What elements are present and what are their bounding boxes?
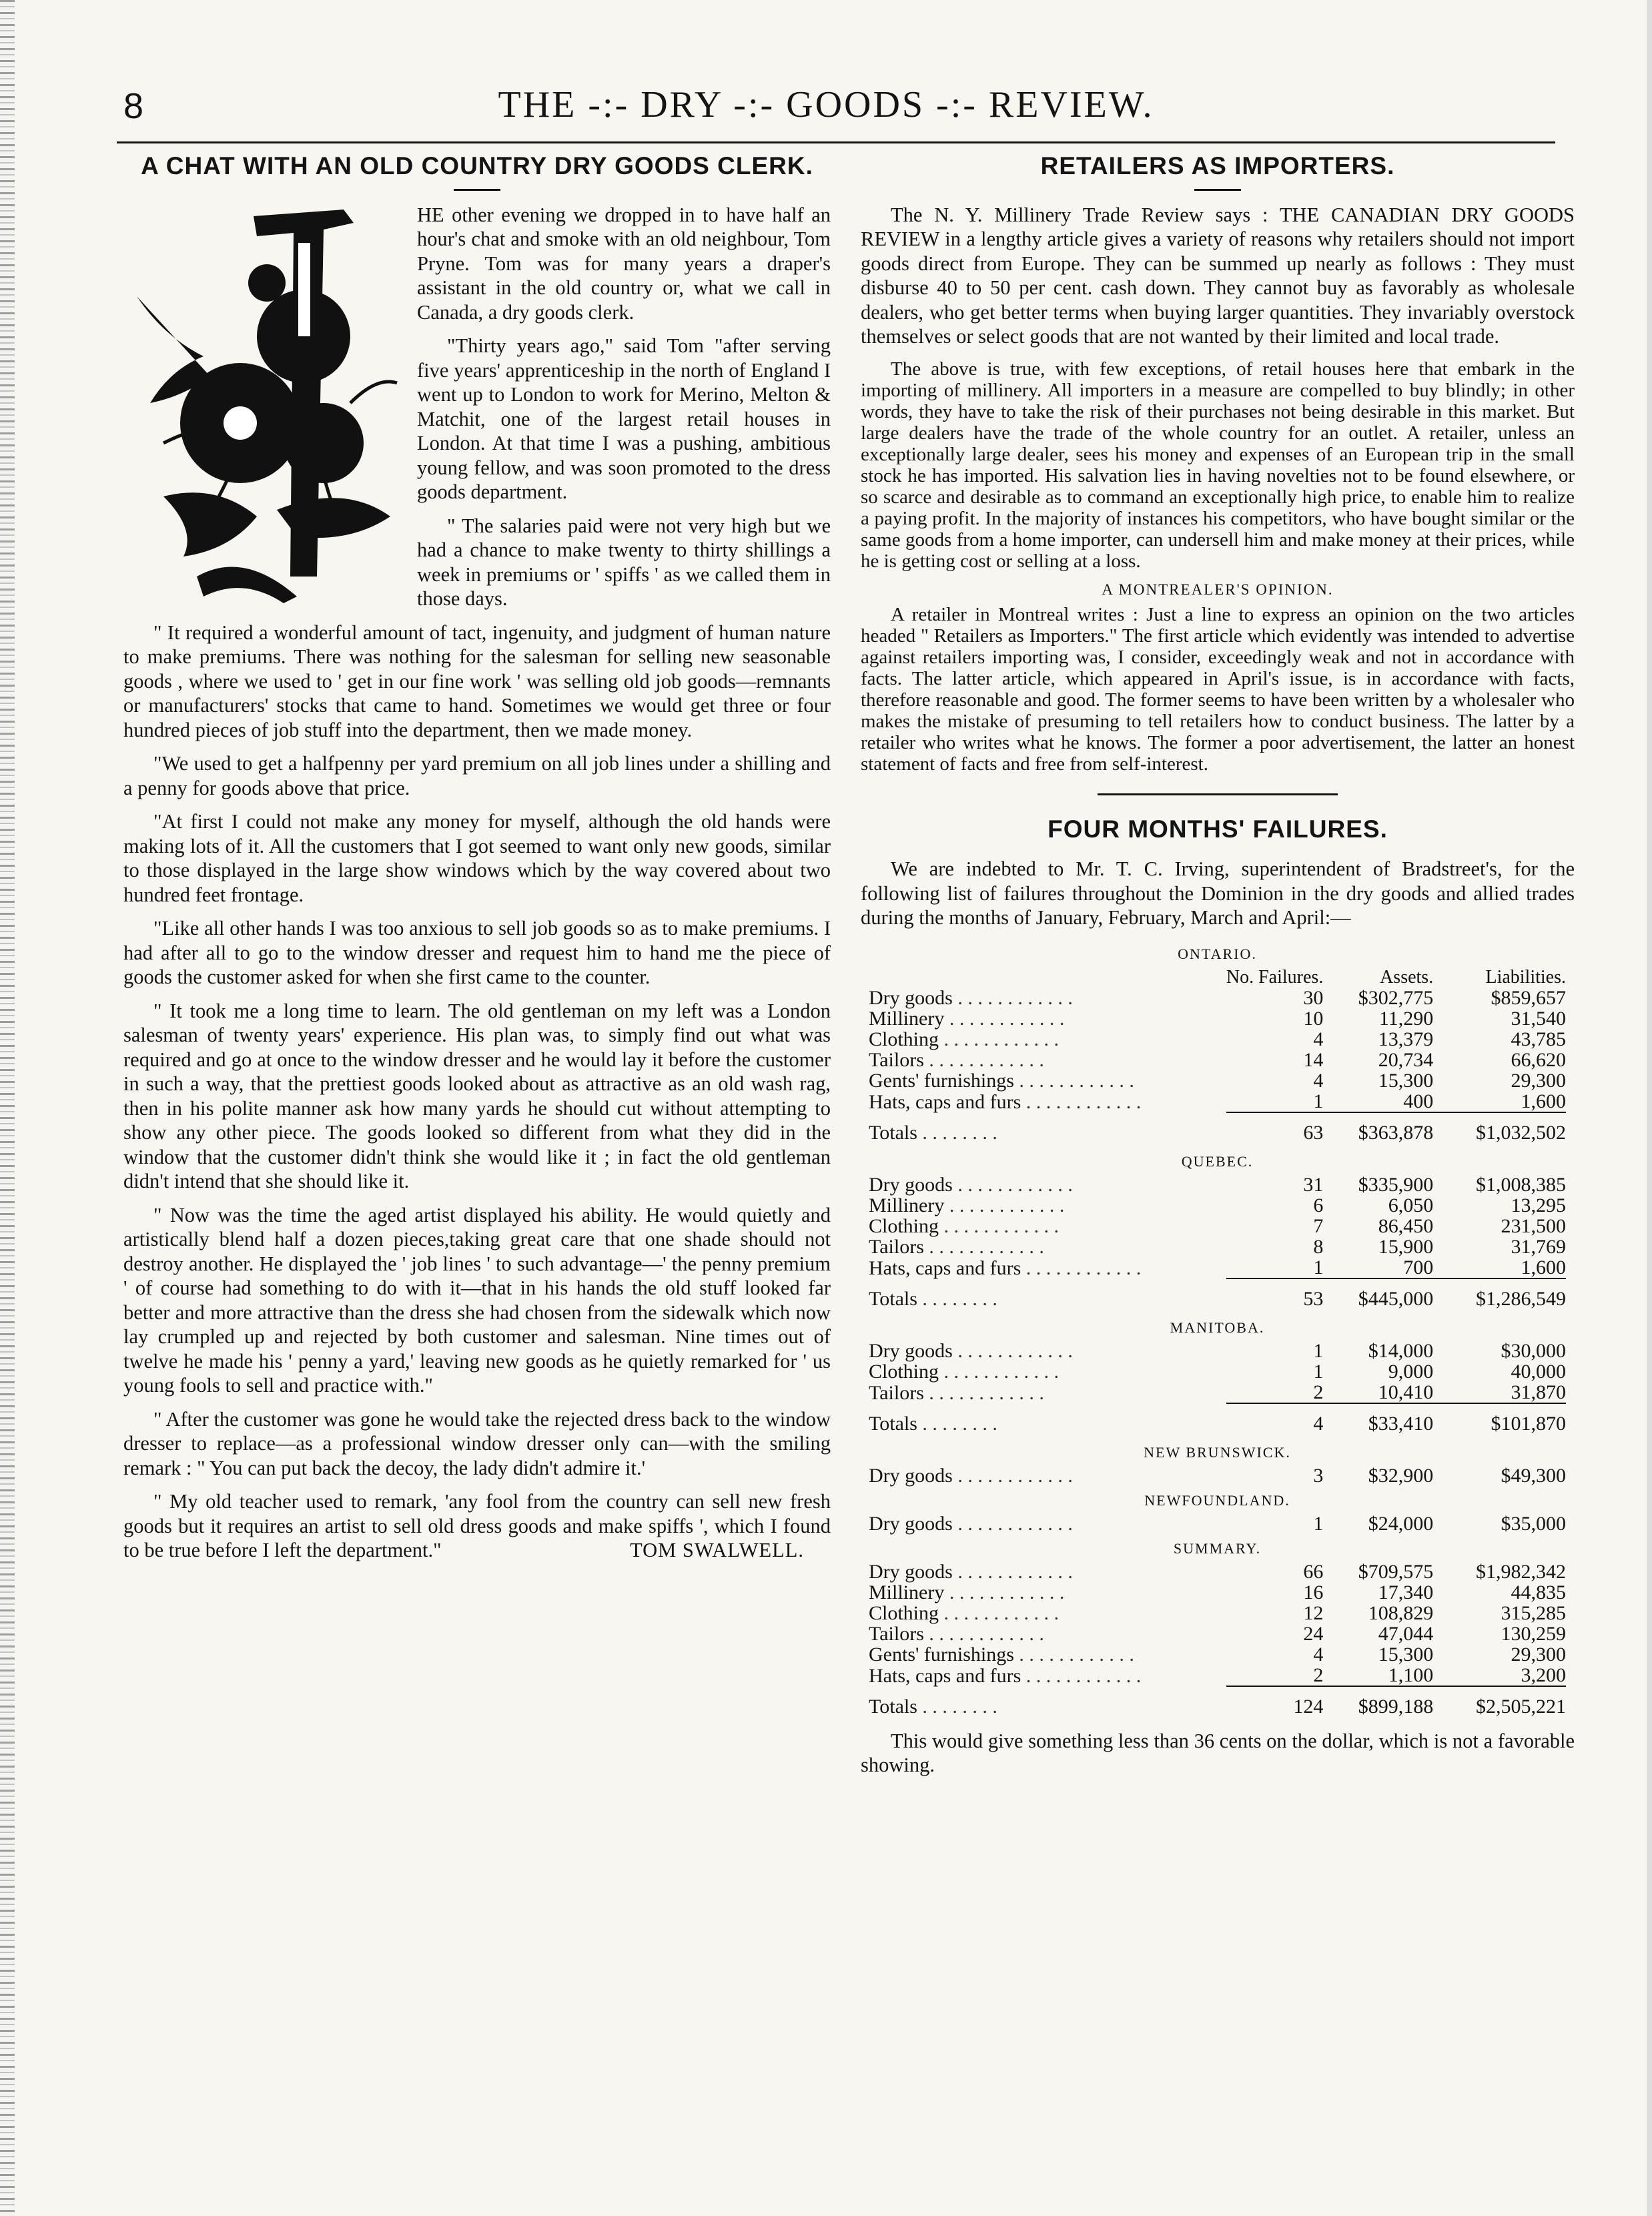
liabilities-value: 40,000 xyxy=(1511,1360,1566,1383)
dot-leader: . . . . . . . . . . . . xyxy=(952,1464,1073,1487)
assets-value: 6,050 xyxy=(1388,1194,1434,1216)
dot-leader: . . . . . . . . xyxy=(917,1695,997,1718)
region-heading: SUMMARY. xyxy=(1173,1539,1262,1557)
header-rule xyxy=(117,141,1555,143)
liabilities-value: 231,500 xyxy=(1501,1214,1566,1237)
article-paragraph: " It took me a long time to learn. The old gentleman on my left was a London salesman of twenty years' experience. His plan was, to simply find out what was required and go at once to the window dresser and he would lay it before the customer in such a way, that the prettiest goods looked about as attractive as an old wash rag, then in his polite manner ask how many yards he should cut without attempting to show any other piece. The goods looked so different from what they did in the window that the customer didn't think she would like it ; in fact the old gentleman didn't intend that she should like it. xyxy=(123,999,831,1193)
failures-closing: This would give something less than 36 cents on the dollar, which is not a favorable showing. xyxy=(861,1729,1575,1777)
region-row xyxy=(869,1534,1566,1561)
total-liabilities: $1,032,502 xyxy=(1476,1121,1566,1144)
failure-row xyxy=(869,1603,1566,1623)
article-closing-text: " My old teacher used to remark, 'any fool from the country can sell new fresh goods but it requires an artist to sell old dress goods and make spiffs ', which I found to be true before I left the department." xyxy=(123,1490,831,1562)
region-heading: MANITOBA. xyxy=(1170,1319,1265,1336)
trade-name-cell xyxy=(869,1195,1226,1216)
assets-value: 17,340 xyxy=(1378,1581,1434,1603)
totals-label: Totals xyxy=(869,1287,917,1310)
total-rule xyxy=(1323,1403,1433,1413)
failures-count: 8 xyxy=(1313,1235,1324,1258)
liabilities-value: 31,769 xyxy=(1511,1235,1566,1258)
rule-spacer xyxy=(869,1278,1226,1288)
total-rule xyxy=(1226,1278,1323,1288)
page-number: 8 xyxy=(123,86,144,126)
failure-row xyxy=(869,1623,1566,1644)
totals-row xyxy=(869,1288,1566,1313)
liabilities-value: $1,008,385 xyxy=(1476,1173,1566,1196)
scan-edge-left xyxy=(0,0,15,2216)
trade-name: Millinery xyxy=(869,1581,945,1603)
article-left xyxy=(123,152,831,1572)
trade-name: Gents' furnishings xyxy=(869,1069,1014,1092)
failures-count: 66 xyxy=(1303,1560,1324,1583)
liabilities-value: 315,285 xyxy=(1501,1601,1566,1624)
region-row xyxy=(869,1313,1566,1341)
failures-count: 4 xyxy=(1313,1643,1324,1666)
dot-leader: . . . . . . . . . . . . xyxy=(923,1381,1044,1404)
total-assets: $363,878 xyxy=(1358,1121,1434,1144)
totals-row xyxy=(869,1696,1566,1721)
assets-value: 47,044 xyxy=(1378,1622,1434,1645)
decorative-initial-t-floral-woodcut xyxy=(123,203,410,603)
total-liabilities: $101,870 xyxy=(1491,1412,1566,1435)
trade-name: Clothing xyxy=(869,1214,939,1237)
trade-name: Dry goods xyxy=(869,1560,953,1583)
failures-count: 24 xyxy=(1303,1622,1324,1645)
total-rule-row xyxy=(869,1112,1566,1122)
liabilities-value: $1,982,342 xyxy=(1476,1560,1566,1583)
failures-table xyxy=(869,940,1566,1721)
region-heading: NEWFOUNDLAND. xyxy=(1144,1491,1290,1509)
trade-name: Tailors xyxy=(869,1622,924,1645)
liabilities-value: 29,300 xyxy=(1511,1643,1566,1666)
dot-leader: . . . . . . . . . . . . xyxy=(923,1622,1044,1645)
trade-name: Millinery xyxy=(869,1194,945,1216)
failure-row xyxy=(869,1091,1566,1112)
failures-count: 1 xyxy=(1313,1090,1324,1112)
total-assets: $899,188 xyxy=(1358,1695,1434,1718)
header-no-failures: No. Failures. xyxy=(1226,966,1324,988)
failure-row xyxy=(869,1582,1566,1603)
region-row xyxy=(869,1147,1566,1174)
totals-row xyxy=(869,1413,1566,1438)
trade-name: Dry goods xyxy=(869,1173,953,1196)
assets-value: 9,000 xyxy=(1388,1360,1434,1383)
dot-leader: . . . . . . . . . . . . xyxy=(1013,1643,1134,1666)
total-rule-row xyxy=(869,1278,1566,1288)
total-assets: $33,410 xyxy=(1368,1412,1434,1435)
region-row xyxy=(869,940,1566,967)
liabilities-value: 130,259 xyxy=(1501,1622,1566,1645)
trade-name-cell xyxy=(869,1029,1226,1050)
failures-intro: We are indebted to Mr. T. C. Irving, superintendent of Bradstreet's, for the following list of failures throughout the Dominion in the dry goods and allied trades during the months of January, February, March and April:— xyxy=(861,857,1575,930)
assets-value: 700 xyxy=(1403,1256,1434,1278)
failure-row xyxy=(869,1341,1566,1361)
failure-row xyxy=(869,1361,1566,1382)
assets-value: 15,900 xyxy=(1378,1235,1434,1258)
dot-leader: . . . . . . . . . . . . xyxy=(944,1194,1065,1216)
total-rule xyxy=(1226,1112,1323,1122)
failure-row xyxy=(869,1195,1566,1216)
dot-leader: . . . . . . . . . . . . xyxy=(944,1007,1065,1030)
failure-row xyxy=(869,1029,1566,1050)
failure-row xyxy=(869,1257,1566,1278)
total-failures: 53 xyxy=(1303,1287,1324,1310)
liabilities-value: 1,600 xyxy=(1521,1256,1566,1278)
article-paragraph: " It required a wonderful amount of tact, ingenuity, and judgment of human nature to make premiums. There was nothing for the salesman for selling new seasonable goods , where we used to ' get in our fine work ' was selling old job goods—remnants or manufacturers' stocks that came to hand. Sometimes we would get three or four hundred pieces of job stuff into the department, then we made money. xyxy=(123,621,831,741)
total-failures: 124 xyxy=(1293,1695,1324,1718)
trade-name-cell xyxy=(869,1582,1226,1603)
trade-name-cell xyxy=(869,1070,1226,1091)
total-rule xyxy=(1323,1112,1433,1122)
trade-name-cell xyxy=(869,1050,1226,1070)
article-paragraph: HE other evening we dropped in to have half an hour's chat and smoke with an old neighbour, Tom Pryne. Tom was for many years a draper's assistant in the old country or, what we call in Canada, a dry goods clerk. xyxy=(417,203,831,324)
total-rule-row xyxy=(869,1686,1566,1696)
trade-name-cell xyxy=(869,1644,1226,1665)
failure-row xyxy=(869,1665,1566,1686)
totals-label-cell xyxy=(869,1696,1226,1721)
failure-row xyxy=(869,1561,1566,1582)
liabilities-value: 3,200 xyxy=(1521,1664,1566,1686)
article-paragraph xyxy=(123,1489,831,1563)
trade-name-cell xyxy=(869,1623,1226,1644)
trade-name-cell xyxy=(869,1091,1226,1112)
dot-leader: . . . . . . . . . . . . xyxy=(939,1360,1060,1383)
dot-leader: . . . . . . . . . . . . xyxy=(952,1512,1073,1535)
assets-value: 20,734 xyxy=(1378,1048,1434,1071)
failure-row xyxy=(869,1236,1566,1257)
heading-rule xyxy=(454,189,500,191)
trade-name-cell xyxy=(869,1513,1226,1534)
total-rule xyxy=(1433,1112,1566,1122)
total-rule xyxy=(1433,1278,1566,1288)
dot-leader: . . . . . . . . . . . . xyxy=(923,1048,1044,1071)
liabilities-value: $35,000 xyxy=(1501,1512,1566,1535)
trade-name: Hats, caps and furs xyxy=(869,1256,1021,1279)
failure-row xyxy=(869,1174,1566,1195)
failure-row xyxy=(869,1050,1566,1070)
totals-label-cell xyxy=(869,1122,1226,1147)
trade-name-cell xyxy=(869,1665,1226,1686)
liabilities-value: 13,295 xyxy=(1511,1194,1566,1216)
liabilities-value: 43,785 xyxy=(1511,1028,1566,1050)
trade-name: Tailors xyxy=(869,1235,924,1258)
article-paragraph: " The salaries paid were not very high but we had a chance to make twenty to thirty shillings a week in premiums or ' spiffs ' as we called them in those days. xyxy=(417,514,831,611)
dot-leader: . . . . . . . . . . . . xyxy=(939,1601,1060,1624)
trade-name: Clothing xyxy=(869,1360,939,1383)
article-right xyxy=(861,152,1575,1787)
assets-value: $14,000 xyxy=(1368,1339,1434,1362)
total-rule xyxy=(1226,1686,1323,1696)
article-paragraph: "Like all other hands I was too anxious to sell job goods so as to make premiums. I had after all to go to the window dresser and request him to hand me the piece of goods the customer asked for when she first came to the counter. xyxy=(123,917,831,989)
failures-count: 2 xyxy=(1313,1664,1324,1686)
total-rule xyxy=(1226,1403,1323,1413)
failures-count: 1 xyxy=(1313,1256,1324,1278)
subheading-montrealer: A MONTREALER'S OPINION. xyxy=(1102,581,1334,598)
total-failures: 63 xyxy=(1303,1121,1324,1144)
dot-leader: . . . . . . . . . . . . xyxy=(952,1173,1073,1196)
trade-name: Dry goods xyxy=(869,1464,953,1487)
failures-count: 6 xyxy=(1313,1194,1324,1216)
failures-count: 1 xyxy=(1313,1339,1324,1362)
failures-count: 3 xyxy=(1313,1464,1324,1487)
article-heading-chat: A CHAT WITH AN OLD COUNTRY DRY GOODS CLERK. xyxy=(141,152,813,179)
failures-count: 1 xyxy=(1313,1512,1324,1535)
totals-label-cell xyxy=(869,1413,1226,1438)
column-header-row xyxy=(869,967,1566,988)
dot-leader: . . . . . . . . . . . . xyxy=(939,1028,1060,1050)
header-liabilities: Liabilities. xyxy=(1485,966,1566,988)
trade-name: Dry goods xyxy=(869,1512,953,1535)
failures-count: 2 xyxy=(1313,1381,1324,1403)
scan-edge-right xyxy=(1647,0,1652,2216)
opinion-paragraph: A retailer in Montreal writes : Just a line to express an opinion on the two articles headed " Retailers as Importers." The first article which evidently was intended to advertise against retailers importing was, I consider, exceedingly weak and not in accordance with facts. The latter article, which appeared in April's issue, is in accordance with facts, therefore reasonable and good. The former seems to have been written by a wholesaler who makes the mistake of presuming to tell retailers how to conduct business. The latter by a retailer who writes what he knows. The former a poor advertisement, the latter an honest statement of facts and free from self-interest. xyxy=(861,603,1575,775)
region-row xyxy=(869,1438,1566,1465)
failure-row xyxy=(869,1513,1566,1534)
trade-name: Tailors xyxy=(869,1048,924,1071)
trade-name: Hats, caps and furs xyxy=(869,1664,1021,1687)
trade-name: Clothing xyxy=(869,1601,939,1624)
assets-value: 10,410 xyxy=(1378,1381,1434,1403)
failure-row xyxy=(869,1382,1566,1403)
dot-leader: . . . . . . . . xyxy=(917,1121,997,1144)
trade-name-cell xyxy=(869,1257,1226,1278)
assets-value: 15,300 xyxy=(1378,1069,1434,1092)
totals-label: Totals xyxy=(869,1412,917,1435)
assets-value: $335,900 xyxy=(1358,1173,1434,1196)
article-paragraph: "We used to get a halfpenny per yard premium on all job lines under a shilling and a penny for goods above that price. xyxy=(123,752,831,799)
total-assets: $445,000 xyxy=(1358,1287,1434,1310)
assets-value: 1,100 xyxy=(1388,1664,1434,1686)
failures-count: 16 xyxy=(1303,1581,1324,1603)
liabilities-value: $30,000 xyxy=(1501,1339,1566,1362)
rule-spacer xyxy=(869,1112,1226,1122)
failures-count: 1 xyxy=(1313,1360,1324,1383)
trade-name-cell xyxy=(869,1216,1226,1236)
header-spacer xyxy=(869,967,1226,988)
liabilities-value: 29,300 xyxy=(1511,1069,1566,1092)
liabilities-value: 31,870 xyxy=(1511,1381,1566,1403)
failures-count: 14 xyxy=(1303,1048,1324,1071)
article-paragraph: "At first I could not make any money for myself, although the old hands were making lots of it. All the customers that I got seemed to want only new goods, similar to those displayed in the large show windows which by the way covered about two hundred feet frontage. xyxy=(123,810,831,906)
header-assets: Assets. xyxy=(1380,966,1434,988)
failures-count: 4 xyxy=(1313,1069,1324,1092)
article-paragraph: " After the customer was gone he would take the rejected dress back to the window dresser to replace—as a professional window dresser only can—with the smiling remark : " You can put back the decoy, the lady didn't admire it.' xyxy=(123,1407,831,1479)
trade-name-cell xyxy=(869,1008,1226,1029)
total-rule xyxy=(1323,1278,1433,1288)
trade-name: Gents' furnishings xyxy=(869,1643,1014,1666)
failures-count: 10 xyxy=(1303,1007,1324,1030)
assets-value: 86,450 xyxy=(1378,1214,1434,1237)
article-heading-failures: FOUR MONTHS' FAILURES. xyxy=(1048,815,1388,843)
liabilities-value: $859,657 xyxy=(1491,986,1566,1009)
liabilities-value: 66,620 xyxy=(1511,1048,1566,1071)
trade-name-cell xyxy=(869,1382,1226,1403)
trade-name-cell xyxy=(869,1561,1226,1582)
failures-table-body xyxy=(869,940,1566,1721)
article-paragraph: "Thirty years ago," said Tom "after serving five years' apprenticeship in the north of England I went up to London to work for Merino, Melton & Matchit, one of the largest retail houses in London. At that time I was a pushing, ambitious young fellow, and was soon promoted to the dress goods department. xyxy=(417,334,831,504)
failure-row xyxy=(869,1465,1566,1486)
dot-leader: . . . . . . . . . . . . xyxy=(944,1581,1065,1603)
region-heading: NEW BRUNSWICK. xyxy=(1144,1443,1291,1461)
failures-count: 31 xyxy=(1303,1173,1324,1196)
trade-name: Tailors xyxy=(869,1381,924,1404)
trade-name-cell xyxy=(869,1236,1226,1257)
liabilities-value: 44,835 xyxy=(1511,1581,1566,1603)
liabilities-value: 31,540 xyxy=(1511,1007,1566,1030)
byline: TOM SWALWELL. xyxy=(630,1539,804,1562)
failures-count: 30 xyxy=(1303,986,1324,1009)
failure-row xyxy=(869,1070,1566,1091)
dot-leader: . . . . . . . . . . . . xyxy=(1021,1664,1142,1687)
importers-paragraph: The above is true, with few exceptions, of retail houses here that embark in the importing of millinery. All importers in a measure are compelled to buy blindly; in other words, they have to take the risk of their purchases not being desirable in this market. But large dealers have the trade of the whole country for an outlet. A retailer, unless an exceptionally large dealer, sees his money and expenses of an European trip in the small stock he has imported. His salvation lies in having novelties not to be found elsewhere, or so scarce and desirable as to command an exceptionally high price, to enable him to realize a paying profit. In the majority of instances his competitors, who have bought similar or the same goods from a home importer, can undersell him and make money at their prices, while he is getting cost or selling at a loss. xyxy=(861,358,1575,572)
dot-leader: . . . . . . . . . . . . xyxy=(923,1235,1044,1258)
section-separator xyxy=(1098,793,1338,795)
failure-row xyxy=(869,988,1566,1008)
region-heading: QUEBEC. xyxy=(1181,1152,1254,1170)
total-failures: 4 xyxy=(1313,1412,1324,1435)
assets-value: 11,290 xyxy=(1378,1007,1434,1030)
dot-leader: . . . . . . . . xyxy=(917,1287,997,1310)
assets-value: $32,900 xyxy=(1368,1464,1434,1487)
assets-value: $709,575 xyxy=(1358,1560,1434,1583)
trade-name-cell xyxy=(869,1603,1226,1623)
trade-name-cell xyxy=(869,988,1226,1008)
trade-name: Clothing xyxy=(869,1028,939,1050)
assets-value: $24,000 xyxy=(1368,1512,1434,1535)
trade-name: Hats, caps and furs xyxy=(869,1090,1021,1113)
dot-leader: . . . . . . . . . . . . xyxy=(939,1214,1060,1237)
dot-leader: . . . . . . . . . . . . xyxy=(1021,1090,1142,1113)
liabilities-value: 1,600 xyxy=(1521,1090,1566,1112)
total-liabilities: $2,505,221 xyxy=(1476,1695,1566,1718)
totals-label: Totals xyxy=(869,1121,917,1144)
rule-spacer xyxy=(869,1686,1226,1696)
failures-count: 12 xyxy=(1303,1601,1324,1624)
dot-leader: . . . . . . . . . . . . xyxy=(1013,1069,1134,1092)
total-rule xyxy=(1323,1686,1433,1696)
dot-leader: . . . . . . . . . . . . xyxy=(952,986,1073,1009)
trade-name: Dry goods xyxy=(869,1339,953,1362)
trade-name-cell xyxy=(869,1174,1226,1195)
assets-value: 13,379 xyxy=(1378,1028,1434,1050)
failure-row xyxy=(869,1216,1566,1236)
region-row xyxy=(869,1486,1566,1513)
total-rule xyxy=(1433,1686,1566,1696)
heading-rule xyxy=(1194,189,1241,191)
liabilities-value: $49,300 xyxy=(1501,1464,1566,1487)
rule-spacer xyxy=(869,1403,1226,1413)
region-heading: ONTARIO. xyxy=(1178,945,1257,962)
article-paragraph: " Now was the time the aged artist displayed his ability. He would quietly and artistically blend half a dozen pieces,taking great care that one shade should not destroy another. He displayed the ' job lines ' to such advantage—' the penny premium ' of course had something to do with it—that in his hands the old stuff looked far better and more attractive than the dress she had chosen from the sidewalk which now lay crumpled up and rejected by both customer and salesman. Nine times out of twelve he made his ' penny a yard,' leaving new goods as he quietly remarked for ' us young fools to sell and practice with." xyxy=(123,1203,831,1397)
totals-row xyxy=(869,1122,1566,1147)
failures-count: 7 xyxy=(1313,1214,1324,1237)
totals-label-cell xyxy=(869,1288,1226,1313)
dot-leader: . . . . . . . . . . . . xyxy=(1021,1256,1142,1279)
total-rule xyxy=(1433,1403,1566,1413)
importers-paragraph: The N. Y. Millinery Trade Review says : THE CANADIAN DRY GOODS REVIEW in a lengthy article gives a variety of reasons why retailers should not import goods direct from Europe. They can be summed up nearly as follows : They must disburse 40 to 50 per cent. cash down. They cannot buy as favorably as wholesale dealers, who get better terms when buying larger quantities. They invariably overstock themselves or select goods that are not wanted by their limited and local trade. xyxy=(861,203,1575,348)
failures-count: 4 xyxy=(1313,1028,1324,1050)
publication-title: THE -:- DRY -:- GOODS -:- REVIEW. xyxy=(498,84,1154,125)
total-liabilities: $1,286,549 xyxy=(1476,1287,1566,1310)
trade-name-cell xyxy=(869,1465,1226,1486)
trade-name: Millinery xyxy=(869,1007,945,1030)
assets-value: 400 xyxy=(1403,1090,1434,1112)
assets-value: 15,300 xyxy=(1378,1643,1434,1666)
dot-leader: . . . . . . . . xyxy=(917,1412,997,1435)
dot-leader: . . . . . . . . . . . . xyxy=(952,1560,1073,1583)
dot-leader: . . . . . . . . . . . . xyxy=(952,1339,1073,1362)
failure-row xyxy=(869,1644,1566,1665)
assets-value: 108,829 xyxy=(1368,1601,1434,1624)
totals-label: Totals xyxy=(869,1695,917,1718)
trade-name: Dry goods xyxy=(869,986,953,1009)
total-rule-row xyxy=(869,1403,1566,1413)
assets-value: $302,775 xyxy=(1358,986,1434,1009)
trade-name-cell xyxy=(869,1361,1226,1382)
article-heading-importers: RETAILERS AS IMPORTERS. xyxy=(1040,152,1395,179)
trade-name-cell xyxy=(869,1341,1226,1361)
failure-row xyxy=(869,1008,1566,1029)
